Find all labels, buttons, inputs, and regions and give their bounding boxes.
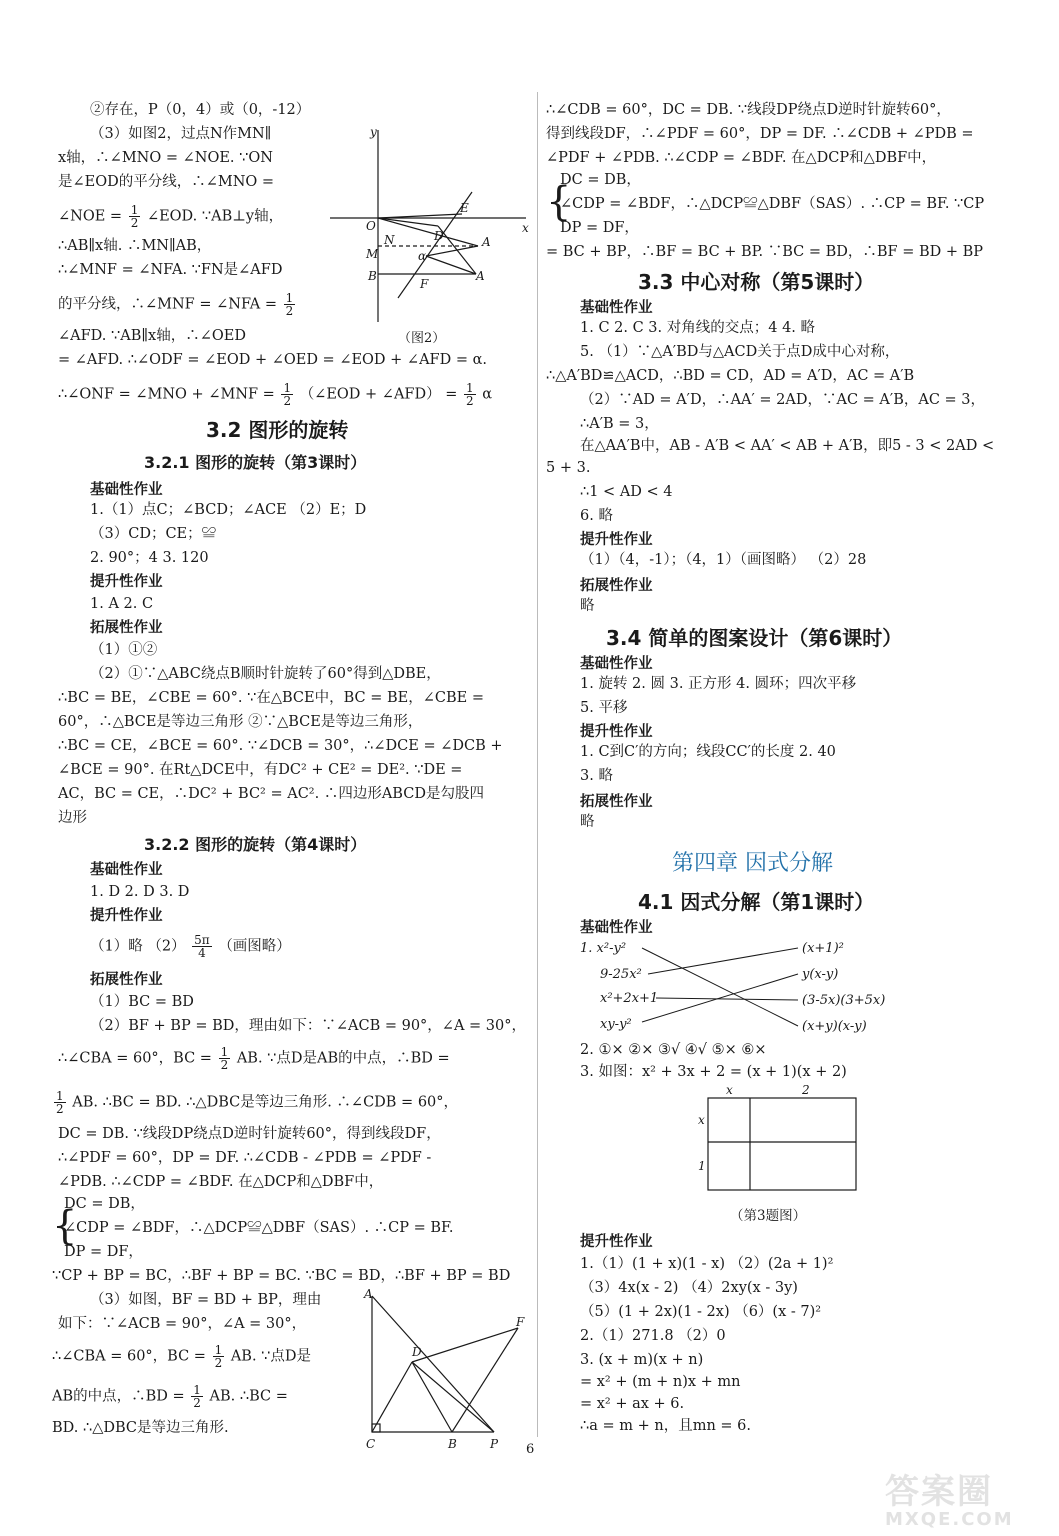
fig2-label: E [460,201,469,215]
text-line: （3）4x(x - 2) （4）2xy(x - 3y) [580,1280,798,1296]
text-line: ∴∠CBA = 60°，BC = $\frac{1}{2}$ AB. ∵点D是 [52,1343,312,1370]
match-right: (x+1)² [802,941,844,956]
text-line: 2. 90°；4 3. 120 [90,550,209,566]
text-line: DP = DF， [560,220,639,236]
text-line: AC，BC = CE，∴DC² + BC² = AC². ∴四边形ABCD是勾股四 [58,786,484,802]
text-line: 3. (x + m)(x + n) [580,1352,704,1368]
homework-heading: 提升性作业 [90,908,163,924]
match-left: 9-25x² [600,967,642,982]
text-line: ∴∠CBA = 60°，BC = $\frac{1}{2}$ AB. ∵点D是AB的中点，∴BD = [58,1045,450,1072]
text-line: ∠BCE = 90°. 在Rt△DCE中，有DC² + CE² = DE². ∵DE = [58,762,463,778]
section-title: 4.1 因式分解（第1课时） [638,890,875,914]
homework-heading: 基础性作业 [90,482,163,498]
text-line: 60°，∴△BCE是等边三角形 ②∵△BCE是等边三角形， [58,714,423,730]
area-model-figure [694,1084,864,1196]
text-line: ②存在，P（0，4）或（0，-12） [90,102,311,118]
grid-label: x [726,1084,733,1097]
match-left: 1. x²-y² [580,941,627,956]
text-line: 5. 平移 [580,700,628,716]
text-line: 6. 略 [580,508,613,524]
fig2-label: A [482,235,491,249]
fig2-label: O [366,219,376,233]
text-line: ∴a = m + n，且mn = 6. [580,1418,751,1434]
text-line: ∴BC = BE，∠CBE = 60°. ∵在△BCE中，BC = BE，∠CBE = [58,690,484,706]
match-right: y(x-y) [802,967,839,982]
column-divider [537,92,538,1437]
fig-label: F [516,1315,525,1329]
text-line: （5）(1 + 2x)(1 - 2x) （6）(x - 7)² [580,1304,822,1320]
fraction: $\frac{5\pi}{4}$ [194,933,210,960]
match-right: (3-5x)(3+5x) [802,993,886,1008]
text-line: DP = DF， [64,1244,143,1260]
match-left: xy-y² [600,1017,632,1032]
figure-triangle [356,1286,536,1450]
section-title: 3.4 简单的图案设计（第6课时） [606,626,903,650]
page-number: 6 [526,1442,535,1457]
fig2-label: y [370,125,377,139]
homework-heading: 基础性作业 [580,300,653,316]
text-line: 3. 略 [580,768,613,784]
homework-heading: 提升性作业 [90,574,163,590]
brace: { [52,1203,78,1249]
fraction: $\frac{1}{2}$ [193,1383,201,1410]
text-line: 在△AA′B中，AB - A′B < AA′ < AB + A′B，即5 - 3 < 2AD < [580,438,995,454]
text-line: ∠CDP = ∠BDF，∴△DCP≌△DBF（SAS）. ∴CP = BF. ∵CP [560,196,985,212]
text-line: （1）略 （2） $\frac{5\pi}{4}$ （画图略） [90,933,291,960]
text-line: ∴∠CDB = 60°，DC = DB. ∵线段DP绕点D逆时针旋转60°， [546,102,951,118]
fig-label: P [490,1437,499,1450]
text-line: （3）如图，BF = BD + BP，理由 [90,1292,322,1308]
homework-heading: 提升性作业 [580,724,653,740]
text-line: ∠CDP = ∠BDF，∴△DCP≌△DBF（SAS）. ∴CP = BF. [64,1220,454,1236]
fig2-label: N [384,233,395,247]
grid-label: 1 [698,1159,706,1173]
fig2-label: α [418,249,427,263]
homework-heading: 基础性作业 [580,656,653,672]
text-line: 得到线段DF，∴∠PDF = 60°，DP = DF. ∴∠CDB + ∠PDB = [546,126,974,142]
text-line: 5. （1）∵△A′BD与△ACD关于点D成中心对称， [580,344,900,360]
text-line: 1. A 2. C [90,596,154,612]
fig-label: B [448,1437,457,1450]
text-line: 5 + 3. [546,460,591,476]
chapter-title: 第四章 因式分解 [672,851,833,876]
text-line: BD. ∴△DBC是等边三角形. [52,1420,229,1436]
fraction: $\frac{1}{2}$ [214,1343,223,1370]
text-line: ∴∠MNF = ∠NFA. ∵FN是∠AFD [58,262,283,278]
text-line: AB的中点，∴BD = $\frac{1}{2}$ AB. ∴BC = [52,1383,288,1410]
homework-heading: 拓展性作业 [580,578,653,594]
brace: { [546,179,572,225]
text-line: = x² + ax + 6. [580,1396,685,1412]
text-line: ∴∠ONF = ∠MNO + ∠MNF = $\frac{1}{2}$ （∠EOD + ∠AFD） = $\frac{1}{2}$ α [58,381,493,408]
text-line: x轴，∴∠MNO = ∠NOE. ∵ON [58,150,273,166]
text-line: ∴1 < AD < 4 [580,484,673,500]
homework-heading: 基础性作业 [90,862,163,878]
fig-label: C [366,1437,376,1450]
homework-heading: 拓展性作业 [90,620,163,636]
homework-heading: 提升性作业 [580,1234,653,1250]
subsection-title: 3.2.1 图形的旋转（第3课时） [144,453,367,472]
fig2-label: x [522,221,529,235]
text-line: $\frac{1}{2}$ AB. ∴BC = BD. ∴△DBC是等边三角形. ∴∠CDB = 60°， [56,1089,459,1116]
text-line: 1. C 2. C 3. 对角线的交点；4 4. 略 [580,320,816,336]
text-line: 2.（1）271.8 （2）0 [580,1328,726,1344]
grid-label: 2 [802,1084,810,1097]
fraction: $\frac{1}{2}$ [283,381,292,408]
figure-2 [326,122,536,354]
text-line: ∠NOE = $\frac{1}{2}$ ∠EOD. ∵AB⊥y轴， [58,203,284,230]
fig2-label: F [420,277,429,291]
fraction: $\frac{1}{2}$ [56,1089,64,1116]
watermark-logo: 答案圈 MXQE.COM [885,1472,1014,1530]
text-line: 2. ①× ②× ③√ ④√ ⑤× ⑥× [580,1042,767,1058]
fig2-label: M [366,247,379,261]
text-line: 如下：∵∠ACB = 90°，∠A = 30°， [58,1316,307,1332]
text-line: （2）BF + BP = BD，理由如下：∵∠ACB = 90°，∠A = 30°， [90,1018,526,1034]
fraction: $\frac{1}{2}$ [285,291,294,318]
text-line: ∠AFD. ∵AB∥x轴，∴∠OED [58,328,246,344]
text-line: ∠PDB. ∴∠CDP = ∠BDF. 在△DCP和△DBF中， [58,1174,384,1190]
text-line: 1. C到C′的方向；线段CC′的长度 2. 40 [580,744,836,760]
fig2-label: A [476,269,485,283]
text-line: ∴A′B = 3， [580,416,659,432]
text-line: 1. 旋转 2. 圆 3. 正方形 4. 圆环；四次平移 [580,676,857,692]
fraction: $\frac{1}{2}$ [130,203,139,230]
text-line: 边形 [58,810,87,826]
text-line: ∴BC = CE，∠BCE = 60°. ∵∠DCB = 30°，∴∠DCE = ∠DCB + [58,738,503,754]
match-right: (x+y)(x-y) [802,1019,867,1034]
text-line: 略 [580,598,595,614]
homework-heading: 拓展性作业 [90,972,163,988]
homework-heading: 拓展性作业 [580,794,653,810]
matching-exercise [578,934,918,1038]
text-line: 的平分线，∴∠MNF = ∠NFA = $\frac{1}{2}$ [58,291,294,318]
section-title: 3.2 图形的旋转 [206,418,349,442]
text-line: ∴△A′BD≌△ACD，∴BD = CD，AD = A′D，AC = A′B [546,368,915,384]
text-line: = ∠AFD. ∴∠ODF = ∠EOD + ∠OED = ∠EOD + ∠AFD = α. [58,352,488,368]
homework-heading: 提升性作业 [580,532,653,548]
text-line: DC = DB， [64,1196,145,1212]
fig-label: A [364,1287,373,1301]
fig2-label: B [368,269,377,283]
text-line: = x² + (m + n)x + mn [580,1374,741,1390]
text-line: 1.（1）点C；∠BCD；∠ACE （2）E；D [90,502,367,518]
text-line: 略 [580,814,595,830]
subsection-title: 3.2.2 图形的旋转（第4课时） [144,835,367,854]
section-title: 3.3 中心对称（第5课时） [638,270,875,294]
grid-label: x [698,1113,705,1127]
text-line: DC = DB， [560,172,641,188]
text-line: 3. 如图：x² + 3x + 2 = (x + 1)(x + 2) [580,1064,847,1080]
text-line: = BC + BP，∴BF = BC + BP. ∵BC = BD，∴BF = BD + BP [546,244,984,260]
fraction: $\frac{1}{2}$ [465,381,474,408]
homework-heading: 基础性作业 [580,920,653,936]
text-line: （2）①∵△ABC绕点B顺时针旋转了60°得到△DBE， [90,666,441,682]
fig2-label: D [434,229,444,243]
text-line: （1）BC = BD [90,994,194,1010]
text-line: （2）∵AD = A′D，∴AA′ = 2AD，∵AC = A′B，AC = 3， [580,392,986,408]
figure-caption: （第3题图） [730,1208,807,1224]
fraction: $\frac{1}{2}$ [220,1045,229,1072]
text-line: 1.（1）(1 + x)(1 - x) （2）(2a + 1)² [580,1256,834,1272]
fig2-caption: （图2） [398,331,446,346]
text-line: ∴AB∥x轴. ∴MN∥AB， [58,238,212,254]
fig-label: D [412,1345,422,1359]
text-line: （3）如图2，过点N作MN∥ [90,126,272,142]
text-line: ∠PDF + ∠PDB. ∴∠CDP = ∠BDF. 在△DCP和△DBF中， [546,150,937,166]
text-line: （3）CD；CE；≌ [90,526,217,542]
match-left: x²+2x+1 [600,991,659,1006]
text-line: （1）①② [90,642,158,658]
text-line: 是∠EOD的平分线，∴∠MNO = [58,174,275,190]
text-line: 1. D 2. D 3. D [90,884,190,900]
text-line: ∴∠PDF = 60°，DP = DF. ∴∠CDB - ∠PDB = ∠PDF - [58,1150,432,1166]
text-line: （1）（4，-1）；（4，1）（画图略） （2）28 [580,552,867,568]
text-line: DC = DB. ∵线段DP绕点D逆时针旋转60°，得到线段DF， [58,1126,441,1142]
text-line: ∵CP + BP = BC，∴BF + BP = BC. ∵BC = BD，∴BF + BP = BD [52,1268,511,1284]
